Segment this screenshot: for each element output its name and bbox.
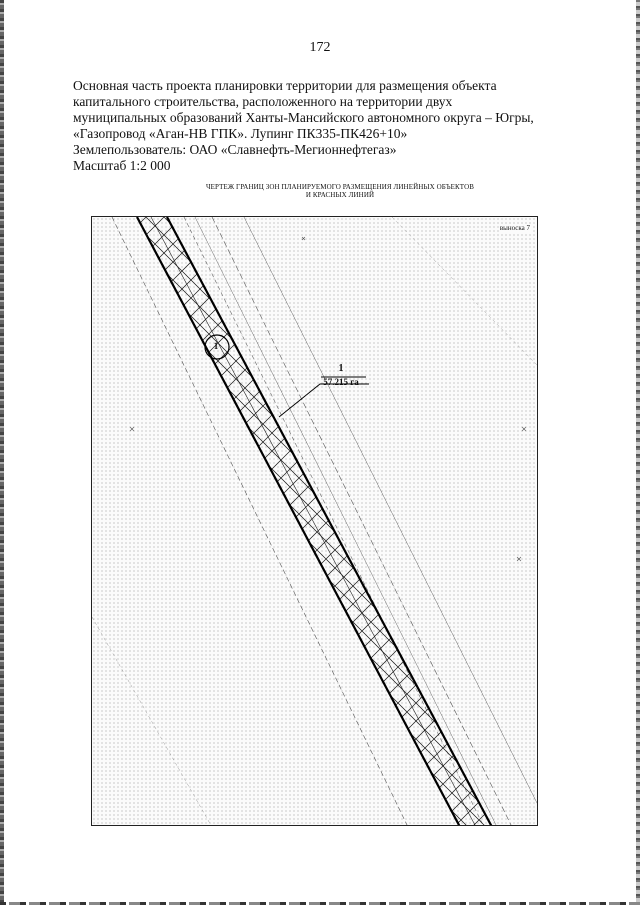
- thin-line: [195, 217, 497, 826]
- drawing-title: [100, 183, 580, 199]
- header-line: муниципальных образований Ханты-Мансийского автономного округа – Югры,: [73, 110, 534, 125]
- map-mark: [522, 427, 526, 431]
- corridor-hatch: [137, 217, 492, 826]
- corridor-boundary: [167, 217, 492, 826]
- document-header: [73, 78, 553, 174]
- map-svg: [92, 217, 538, 826]
- map-mark: [517, 557, 521, 561]
- plot-number: 1: [338, 363, 344, 374]
- header-line: Масштаб 1:2 000: [73, 158, 171, 173]
- thin-line: [244, 217, 538, 807]
- map-mark: [130, 427, 134, 431]
- page-number: 172: [309, 40, 331, 55]
- dashed-line: [392, 217, 538, 367]
- plot-area: 57.215 га: [323, 377, 359, 387]
- dashed-line: [92, 617, 212, 826]
- header-line: «Газопровод «Аган-НВ ГПК». Лупинг ПК335-ПК426+10»: [73, 126, 408, 141]
- dashed-line: [112, 217, 408, 826]
- drawing-title-line: ЧЕРТЕЖ ГРАНИЦ ЗОН ПЛАНИРУЕМОГО РАЗМЕЩЕНИЯ ЛИНЕЙНЫХ ОБЪЕКТОВ: [205, 183, 475, 191]
- circle-marker-label: 1: [213, 341, 219, 351]
- scan-edge-left: [0, 0, 4, 905]
- leader-line: [279, 384, 369, 417]
- corridor-boundary: [137, 217, 460, 826]
- header-line: капитального строительства, расположенного на территории двух: [73, 94, 453, 109]
- header-line: Землепользователь: ОАО «Славнефть-Мегионнефтегаз»: [73, 142, 397, 157]
- dashed-line: [212, 217, 512, 826]
- extract-label: выноска 7: [499, 224, 530, 232]
- map-mark: [302, 237, 305, 240]
- map-drawing: [91, 216, 538, 826]
- drawing-title-line: И КРАСНЫХ ЛИНИЙ: [305, 191, 375, 199]
- header-line: Основная часть проекта планировки территории для размещения объекта: [73, 78, 497, 93]
- scan-edge-right: [636, 0, 640, 905]
